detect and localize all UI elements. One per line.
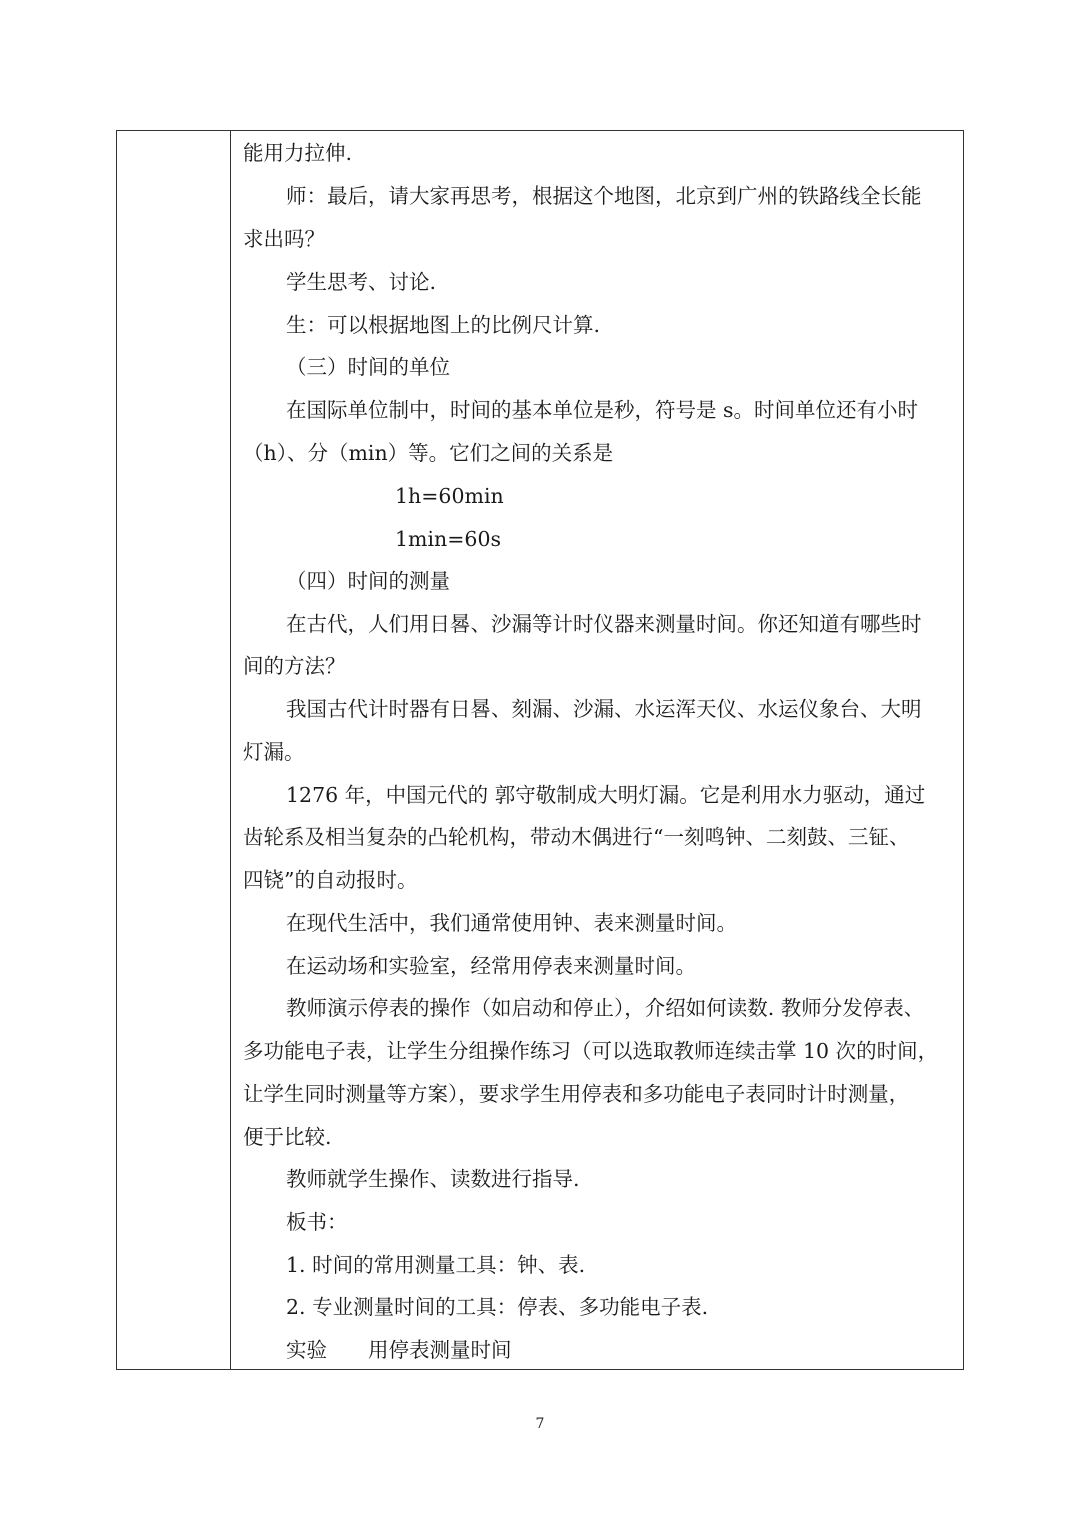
text-line: 便于比较. [243,1125,332,1149]
text-line: 在古代，人们用日晷、沙漏等计时仪器来测量时间。你还知道有哪些时 [286,612,922,636]
text-line: 灯漏。 [243,740,305,764]
table-left-column [117,131,231,1369]
text-line: 2. 专业测量时间的工具：停表、多功能电子表. [286,1295,709,1319]
text-line: 1276 年，中国元代的 郭守敬制成大明灯漏。它是利用水力驱动，通过 [286,783,926,807]
text-line: 四铙”的自动报时。 [243,868,418,892]
text-line: 在现代生活中，我们通常使用钟、表来测量时间。 [286,911,737,935]
lesson-table [116,130,964,1370]
text-line: 求出吗？ [243,227,325,251]
text-line: 在运动场和实验室，经常用停表来测量时间。 [286,954,696,978]
text-line: 齿轮系及相当复杂的凸轮机构，带动木偶进行“一刻鸣钟、二刻鼓、三钲、 [243,825,910,849]
text-line: 让学生同时测量等方案），要求学生用停表和多功能电子表同时计时测量， [243,1082,910,1106]
text-line: 学生思考、讨论. [286,270,437,294]
text-line: 多功能电子表，让学生分组操作练习（可以选取教师连续击掌 10 次的时间， [243,1039,939,1063]
formula-line: 1min=60s [395,527,502,551]
text-line: 板书： [286,1210,348,1234]
text-line: 实验 用停表测量时间 [286,1338,512,1362]
text-line: （h）、分（min）等。它们之间的关系是 [243,441,614,465]
formula-line: 1h=60min [395,484,504,508]
text-line: 1. 时间的常用测量工具：钟、表. [286,1253,586,1277]
text-line: 生：可以根据地图上的比例尺计算. [286,313,601,337]
section-heading: （三）时间的单位 [286,355,450,379]
text-line: 能用力拉伸. [243,141,353,165]
text-line: 教师演示停表的操作（如启动和停止），介绍如何读数. 教师分发停表、 [286,996,925,1020]
text-line: 教师就学生操作、读数进行指导. [286,1167,580,1191]
text-line: 在国际单位制中，时间的基本单位是秒，符号是 s。时间单位还有小时 [286,398,919,422]
text-line: 师：最后，请大家再思考，根据这个地图，北京到广州的铁路线全长能 [286,184,922,208]
text-line: 我国古代计时器有日晷、刻漏、沙漏、水运浑天仪、水运仪象台、大明 [286,697,922,721]
page-number: 7 [535,1416,545,1432]
section-heading: （四）时间的测量 [286,569,450,593]
text-line: 间的方法？ [243,654,346,678]
